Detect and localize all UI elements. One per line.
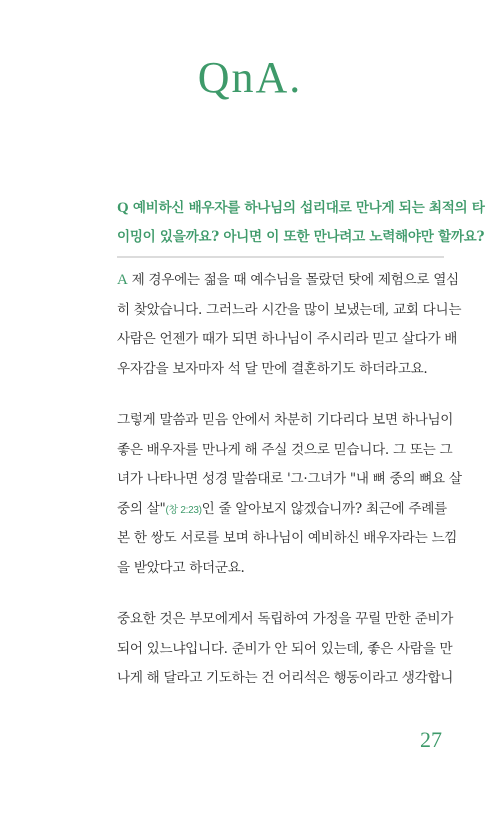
answer-line — [117, 495, 447, 525]
answer-paragraph-1 — [117, 266, 462, 384]
question-marker: Q — [117, 200, 129, 216]
question-line-1 — [117, 194, 485, 223]
answer-line: 되어 있느냐입니다. 준비가 안 되어 있는데, 좋은 사람을 만 — [117, 640, 453, 657]
answer-line — [117, 266, 459, 296]
scripture-reference: (창 2:23) — [165, 504, 202, 516]
page-number: 27 — [420, 727, 442, 752]
question-block — [117, 194, 485, 252]
answer-marker: A — [117, 272, 128, 288]
answer-paragraph-2 — [117, 406, 462, 583]
answer-line: 나게 해 달라고 기도하는 건 어리석은 행동이라고 생각합니 — [117, 670, 454, 686]
answer-paragraph-3 — [117, 605, 454, 694]
answer-line: 본 한 쌍도 서로를 보며 하나님이 예비하신 배우자라는 느낌 — [117, 530, 458, 546]
answer-text: 인 줄 알아보지 않겠습니까? 최근에 주례를 — [201, 500, 447, 517]
answer-line: 사람은 언젠가 때가 되면 하나님이 주시리라 믿고 살다가 배 — [117, 331, 458, 347]
answer-line: 우자감을 보자마자 석 달 만에 결혼하기도 하더라고요. — [117, 360, 428, 377]
answer-line: 을 받았다고 하더군요. — [117, 559, 245, 576]
divider — [117, 256, 444, 258]
question-line-2: 이밍이 있을까요? 아니면 이 또한 만나려고 노력해야만 할까요? — [117, 229, 485, 245]
answer-line: 중요한 것은 부모에게서 독립하여 가정을 꾸릴 만한 준비가 — [117, 611, 454, 627]
answer-text: 제 경우에는 젊을 때 예수님을 몰랐던 탓에 제험으로 열심 — [131, 272, 459, 288]
answer-text: 중의 살" — [117, 500, 166, 517]
page-title: QnA. — [197, 53, 303, 102]
answer-line: 녀가 나타나면 성경 말씀대로 '그·그녀가 "내 뼈 중의 뼈요 살 — [117, 471, 462, 487]
question-text: 예비하신 배우자를 하나님의 섭리대로 만나게 되는 최적의 타 — [132, 200, 485, 216]
answer-block — [117, 266, 462, 694]
answer-line: 히 찾았습니다. 그러느라 시간을 많이 보냈는데, 교회 다니는 — [117, 301, 462, 318]
answer-line: 좋은 배우자를 만나게 해 주실 것으로 믿습니다. 그 또는 그 — [117, 441, 453, 458]
answer-line: 그렇게 말씀과 믿음 안에서 차분히 기다리다 보면 하나님이 — [117, 412, 454, 428]
